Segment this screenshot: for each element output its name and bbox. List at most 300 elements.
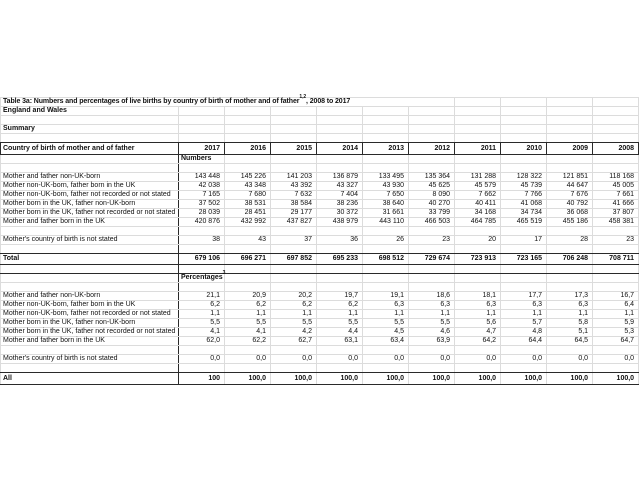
empty-cell	[409, 245, 455, 254]
cell-2016: 100,0	[225, 373, 271, 385]
empty-cell	[593, 164, 639, 173]
spacer-row	[1, 364, 639, 373]
empty-cell	[317, 283, 363, 292]
cell-2008: 0,0	[593, 355, 639, 364]
cell-2008: 5,9	[593, 319, 639, 328]
cell-2017: 420 876	[179, 218, 225, 227]
cell-2012: 100,0	[409, 373, 455, 385]
year-header-2016: 2016	[225, 143, 271, 155]
empty-cell	[363, 283, 409, 292]
cell-2015: 0,0	[271, 355, 317, 364]
empty-cell	[1, 155, 179, 164]
empty-cell	[547, 155, 593, 164]
cell-2013: 26	[363, 236, 409, 245]
cell-2017: 28 039	[179, 209, 225, 218]
empty-cell	[225, 125, 271, 134]
empty-cell	[363, 274, 409, 283]
cell-2013: 19,1	[363, 292, 409, 301]
empty-cell	[501, 134, 547, 143]
empty-cell	[1, 164, 179, 173]
year-header-2013: 2013	[363, 143, 409, 155]
empty-cell	[1, 265, 179, 274]
empty-cell	[317, 245, 363, 254]
cell-2013: 7 650	[363, 191, 409, 200]
empty-cell	[271, 227, 317, 236]
cell-2012: 1,1	[409, 310, 455, 319]
cell-2013: 6,3	[363, 301, 409, 310]
empty-cell	[225, 155, 271, 164]
cell-2010: 100,0	[501, 373, 547, 385]
empty-cell	[363, 346, 409, 355]
row-label: Mother and father born in the UK	[1, 337, 179, 346]
cell-2009: 1,1	[547, 310, 593, 319]
empty-cell	[271, 107, 317, 116]
cell-2013: 133 495	[363, 173, 409, 182]
empty-cell	[547, 346, 593, 355]
row-label: Mother non-UK-born, father not recorded or not stated	[1, 310, 179, 319]
empty-cell	[409, 107, 455, 116]
empty-cell	[1, 364, 179, 373]
cell-2012: 40 270	[409, 200, 455, 209]
cell-2013: 5,5	[363, 319, 409, 328]
cell-2010: 45 739	[501, 182, 547, 191]
empty-cell	[271, 274, 317, 283]
cell-2011: 5,6	[455, 319, 501, 328]
cell-2008: 100,0	[593, 373, 639, 385]
empty-cell	[363, 134, 409, 143]
cell-2014: 438 979	[317, 218, 363, 227]
cell-2012: 135 364	[409, 173, 455, 182]
cell-2016: 7 680	[225, 191, 271, 200]
cell-2011: 100,0	[455, 373, 501, 385]
cell-2010: 723 165	[501, 254, 547, 265]
empty-cell	[455, 164, 501, 173]
empty-cell	[179, 116, 225, 125]
empty-cell	[455, 125, 501, 134]
cell-2013: 4,5	[363, 328, 409, 337]
cell-2014: 19,7	[317, 292, 363, 301]
empty-cell	[271, 364, 317, 373]
cell-2011: 1,1	[455, 310, 501, 319]
empty-cell	[547, 265, 593, 274]
empty-cell	[547, 134, 593, 143]
empty-cell	[271, 283, 317, 292]
table-row	[1, 373, 639, 385]
empty-cell	[455, 283, 501, 292]
empty-cell	[455, 227, 501, 236]
cell-2013: 698 512	[363, 254, 409, 265]
cell-2017: 37 502	[179, 200, 225, 209]
empty-cell	[547, 164, 593, 173]
cell-2015: 437 827	[271, 218, 317, 227]
empty-cell	[409, 265, 455, 274]
year-header-2010: 2010	[501, 143, 547, 155]
table-row	[1, 218, 639, 227]
cell-2013: 1,1	[363, 310, 409, 319]
empty-cell	[225, 245, 271, 254]
empty-cell	[501, 265, 547, 274]
cell-2015: 38 584	[271, 200, 317, 209]
cell-2012: 18,6	[409, 292, 455, 301]
table-row	[1, 182, 639, 191]
empty-cell	[455, 346, 501, 355]
cell-2017: 1,1	[179, 310, 225, 319]
table-row	[1, 301, 639, 310]
row-label: Total	[1, 254, 179, 265]
row-label: Mother non-UK-born, father born in the UK	[1, 182, 179, 191]
empty-cell	[455, 134, 501, 143]
cell-2015: 697 852	[271, 254, 317, 265]
cell-2014: 136 879	[317, 173, 363, 182]
region-row	[1, 107, 639, 116]
cell-2014: 30 372	[317, 209, 363, 218]
cell-2015: 5,5	[271, 319, 317, 328]
empty-cell	[409, 283, 455, 292]
cell-2012: 33 799	[409, 209, 455, 218]
empty-cell	[317, 227, 363, 236]
cell-2013: 100,0	[363, 373, 409, 385]
empty-cell	[363, 245, 409, 254]
cell-2010: 7 766	[501, 191, 547, 200]
cell-2013: 443 110	[363, 218, 409, 227]
cell-2014: 0,0	[317, 355, 363, 364]
empty-cell	[501, 107, 547, 116]
cell-2009: 5,1	[547, 328, 593, 337]
cell-2016: 696 271	[225, 254, 271, 265]
cell-2009: 121 851	[547, 173, 593, 182]
cell-2017: 100	[179, 373, 225, 385]
cell-2010: 0,0	[501, 355, 547, 364]
empty-cell	[501, 274, 547, 283]
empty-cell	[593, 283, 639, 292]
empty-cell	[455, 274, 501, 283]
spacer-row	[1, 265, 639, 274]
empty-cell	[547, 125, 593, 134]
empty-cell	[409, 274, 455, 283]
cell-2011: 34 168	[455, 209, 501, 218]
empty-cell	[225, 364, 271, 373]
empty-cell	[501, 227, 547, 236]
spacer-row	[1, 245, 639, 254]
empty-cell	[455, 245, 501, 254]
cell-2009: 36 068	[547, 209, 593, 218]
cell-2010: 465 519	[501, 218, 547, 227]
empty-cell	[179, 346, 225, 355]
cell-2010: 17,7	[501, 292, 547, 301]
cell-2015: 1,1	[271, 310, 317, 319]
empty-cell	[317, 265, 363, 274]
empty-cell	[317, 364, 363, 373]
cell-2011: 64,2	[455, 337, 501, 346]
section-label-text: Numbers	[181, 155, 212, 162]
row-label: Mother born in the UK, father not recorded or not stated	[1, 209, 179, 218]
empty-cell	[179, 245, 225, 254]
cell-2015: 7 632	[271, 191, 317, 200]
cell-2011: 18,1	[455, 292, 501, 301]
empty-cell	[593, 98, 639, 107]
cell-2015: 62,7	[271, 337, 317, 346]
empty-cell	[1, 134, 179, 143]
column-header-row	[1, 143, 639, 155]
cell-2014: 6,2	[317, 301, 363, 310]
cell-2011: 0,0	[455, 355, 501, 364]
cell-2010: 4,8	[501, 328, 547, 337]
table-row	[1, 191, 639, 200]
row-label: Mother's country of birth is not stated	[1, 355, 179, 364]
empty-cell	[363, 116, 409, 125]
spacer-row	[1, 164, 639, 173]
table-row	[1, 200, 639, 209]
cell-2009: 40 792	[547, 200, 593, 209]
cell-2016: 38 531	[225, 200, 271, 209]
year-header-2017: 2017	[179, 143, 225, 155]
empty-cell	[409, 364, 455, 373]
region-label: England and Wales	[1, 107, 179, 116]
cell-2008: 16,7	[593, 292, 639, 301]
cell-2016: 43	[225, 236, 271, 245]
section-label	[179, 269, 226, 283]
cell-2017: 143 448	[179, 173, 225, 182]
empty-cell	[363, 364, 409, 373]
empty-cell	[501, 155, 547, 164]
empty-cell	[501, 164, 547, 173]
cell-2009: 44 647	[547, 182, 593, 191]
cell-2016: 4,1	[225, 328, 271, 337]
empty-cell	[593, 155, 639, 164]
empty-cell	[1, 245, 179, 254]
empty-cell	[222, 265, 271, 276]
cell-2010: 5,7	[501, 319, 547, 328]
empty-cell	[363, 227, 409, 236]
empty-cell	[225, 107, 271, 116]
year-header-2009: 2009	[547, 143, 593, 155]
empty-cell	[179, 164, 225, 173]
cell-2009: 0,0	[547, 355, 593, 364]
empty-cell	[317, 274, 363, 283]
empty-cell	[317, 346, 363, 355]
empty-cell	[593, 125, 639, 134]
empty-cell	[225, 116, 271, 125]
empty-cell	[455, 265, 501, 274]
cell-2012: 466 503	[409, 218, 455, 227]
cell-2008: 45 005	[593, 182, 639, 191]
empty-cell	[271, 245, 317, 254]
cell-2014: 100,0	[317, 373, 363, 385]
cell-2016: 1,1	[225, 310, 271, 319]
empty-cell	[593, 245, 639, 254]
cell-2009: 6,3	[547, 301, 593, 310]
empty-cell	[455, 155, 501, 164]
cell-2008: 708 711	[593, 254, 639, 265]
cell-2012: 0,0	[409, 355, 455, 364]
year-header-2008: 2008	[593, 143, 639, 155]
cell-2012: 4,6	[409, 328, 455, 337]
cell-2010: 41 068	[501, 200, 547, 209]
row-label: Mother non-UK-born, father not recorded or not stated	[1, 191, 179, 200]
cell-2013: 63,4	[363, 337, 409, 346]
title-row	[1, 98, 639, 107]
cell-2015: 37	[271, 236, 317, 245]
section-label	[179, 155, 225, 164]
empty-cell	[409, 346, 455, 355]
empty-cell	[593, 274, 639, 283]
table-title-suffix: , 2008 to 2017	[306, 98, 351, 105]
empty-cell	[317, 155, 363, 164]
empty-cell	[501, 245, 547, 254]
cell-2017: 4,1	[179, 328, 225, 337]
cell-2017: 21,1	[179, 292, 225, 301]
table-row	[1, 173, 639, 182]
empty-cell	[271, 116, 317, 125]
row-label: Mother born in the UK, father non-UK-born	[1, 200, 179, 209]
empty-cell	[593, 227, 639, 236]
summary-label: Summary	[1, 125, 179, 134]
cell-2015: 4,2	[271, 328, 317, 337]
cell-2009: 455 186	[547, 218, 593, 227]
cell-2016: 5,5	[225, 319, 271, 328]
cell-2014: 1,1	[317, 310, 363, 319]
cell-2017: 6,2	[179, 301, 225, 310]
cell-2008: 64,7	[593, 337, 639, 346]
cell-2017: 0,0	[179, 355, 225, 364]
empty-cell	[593, 364, 639, 373]
cell-2008: 23	[593, 236, 639, 245]
cell-2011: 4,7	[455, 328, 501, 337]
table-row	[1, 209, 639, 218]
cell-2011: 7 662	[455, 191, 501, 200]
cell-2010: 128 322	[501, 173, 547, 182]
cell-2012: 729 674	[409, 254, 455, 265]
empty-cell	[501, 346, 547, 355]
empty-cell	[547, 107, 593, 116]
empty-cell	[363, 265, 409, 274]
cell-2008: 37 807	[593, 209, 639, 218]
empty-cell	[455, 98, 501, 107]
table-row	[1, 355, 639, 364]
cell-2010: 64,4	[501, 337, 547, 346]
cell-2008: 41 666	[593, 200, 639, 209]
empty-cell	[593, 107, 639, 116]
cell-2008: 5,3	[593, 328, 639, 337]
empty-cell	[179, 364, 225, 373]
empty-cell	[179, 134, 225, 143]
table-row	[1, 337, 639, 346]
year-header-2014: 2014	[317, 143, 363, 155]
empty-cell	[317, 116, 363, 125]
empty-cell	[501, 125, 547, 134]
cell-2017: 7 165	[179, 191, 225, 200]
cell-2009: 100,0	[547, 373, 593, 385]
empty-cell	[363, 155, 409, 164]
empty-cell	[547, 274, 593, 283]
cell-2014: 63,1	[317, 337, 363, 346]
empty-cell	[1, 227, 179, 236]
cell-2014: 695 233	[317, 254, 363, 265]
empty-cell	[547, 364, 593, 373]
row-label: Mother's country of birth is not stated	[1, 236, 179, 245]
row-label: Mother born in the UK, father non-UK-born	[1, 319, 179, 328]
empty-cell	[1, 346, 179, 355]
cell-2011: 45 579	[455, 182, 501, 191]
empty-cell	[409, 164, 455, 173]
cell-2014: 43 327	[317, 182, 363, 191]
empty-cell	[501, 364, 547, 373]
cell-2008: 458 381	[593, 218, 639, 227]
empty-cell	[455, 116, 501, 125]
empty-cell	[593, 116, 639, 125]
empty-cell	[409, 155, 455, 164]
cell-2014: 36	[317, 236, 363, 245]
empty-cell	[271, 125, 317, 134]
cell-2017: 5,5	[179, 319, 225, 328]
row-label: Mother and father non-UK-born	[1, 292, 179, 301]
table-row	[1, 319, 639, 328]
section-label-text: Percentages	[181, 274, 223, 281]
empty-cell	[225, 164, 271, 173]
cell-2016: 0,0	[225, 355, 271, 364]
empty-cell	[317, 107, 363, 116]
empty-cell	[547, 245, 593, 254]
cell-2011: 6,3	[455, 301, 501, 310]
cell-2014: 4,4	[317, 328, 363, 337]
cell-2015: 20,2	[271, 292, 317, 301]
cell-2015: 6,2	[271, 301, 317, 310]
cell-2014: 5,5	[317, 319, 363, 328]
empty-cell	[317, 164, 363, 173]
empty-cell	[1, 116, 179, 125]
cell-2013: 31 661	[363, 209, 409, 218]
cell-2012: 23	[409, 236, 455, 245]
empty-cell	[455, 364, 501, 373]
cell-2012: 5,5	[409, 319, 455, 328]
cell-2009: 28	[547, 236, 593, 245]
empty-cell	[179, 227, 225, 236]
cell-2011: 131 288	[455, 173, 501, 182]
empty-cell	[271, 164, 317, 173]
empty-cell	[271, 265, 317, 274]
cell-2015: 43 392	[271, 182, 317, 191]
cell-2013: 38 640	[363, 200, 409, 209]
cell-2012: 45 625	[409, 182, 455, 191]
empty-cell	[593, 346, 639, 355]
empty-cell	[225, 346, 271, 355]
cell-2017: 42 038	[179, 182, 225, 191]
row-label: Mother and father born in the UK	[1, 218, 179, 227]
year-header-2012: 2012	[409, 143, 455, 155]
empty-cell	[501, 98, 547, 107]
table-title-text: Table 3a: Numbers and percentages of live births by country of birth of mother and of father	[3, 98, 300, 105]
empty-cell	[1, 283, 179, 292]
table-row	[1, 328, 639, 337]
empty-cell	[363, 107, 409, 116]
empty-cell	[593, 134, 639, 143]
cell-2009: 64,5	[547, 337, 593, 346]
empty-cell	[547, 98, 593, 107]
empty-cell	[271, 134, 317, 143]
cell-2016: 20,9	[225, 292, 271, 301]
table-row	[1, 236, 639, 245]
cell-2008: 118 168	[593, 173, 639, 182]
empty-cell	[409, 116, 455, 125]
cell-2012: 8 090	[409, 191, 455, 200]
empty-cell	[179, 125, 225, 134]
cell-2011: 464 785	[455, 218, 501, 227]
empty-cell	[547, 283, 593, 292]
empty-cell	[225, 227, 271, 236]
empty-cell	[225, 274, 271, 283]
empty-cell	[409, 134, 455, 143]
cell-2014: 7 404	[317, 191, 363, 200]
